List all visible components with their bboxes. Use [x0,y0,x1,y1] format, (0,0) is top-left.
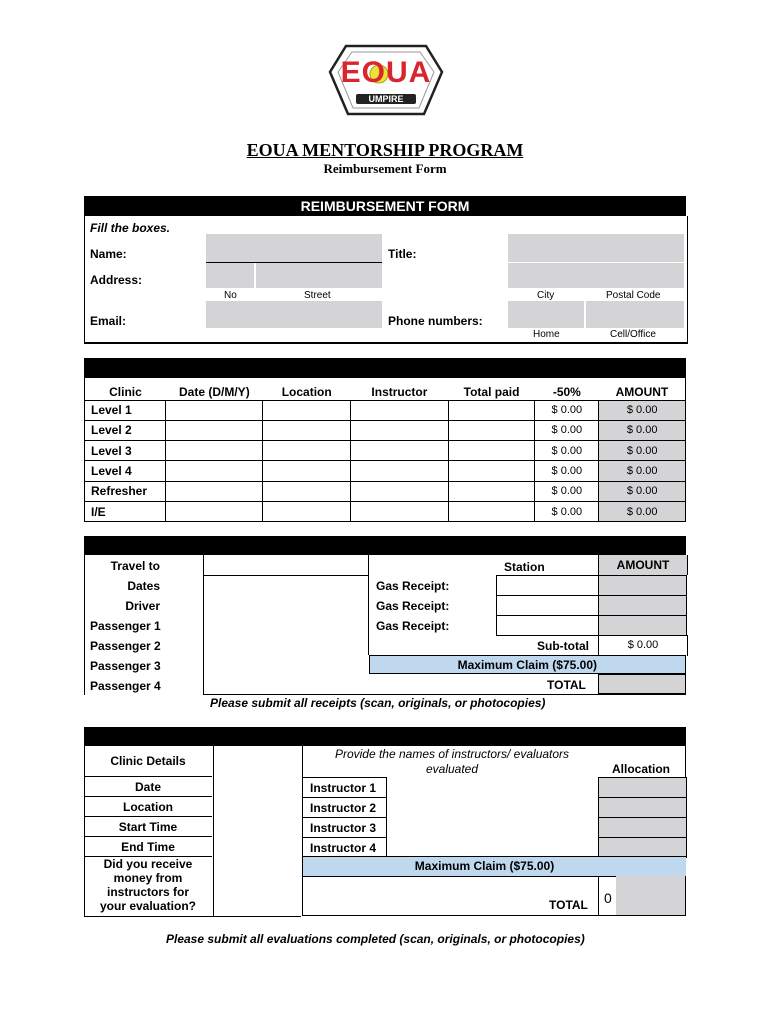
clinic-row [85,441,686,461]
travel-bottom-line [204,694,686,695]
eval-row-label: Clinic Details [110,754,186,768]
address-no-field[interactable] [206,263,255,288]
clinic-row [85,400,686,420]
address-street-field[interactable] [256,263,382,288]
eval-row-label: End Time [84,836,212,856]
eval-total-label: TOTAL [549,898,588,912]
subtotal-cell [598,635,688,656]
travel-total-label: TOTAL [547,678,586,692]
address-no-sublabel: No [224,290,237,301]
clinic-instructor-cell[interactable] [351,441,449,461]
clinic-location-cell[interactable] [263,441,351,461]
email-field[interactable] [206,301,382,328]
gas-receipt-label: Gas Receipt: [376,579,450,593]
eoua-umpire-logo [326,42,446,120]
clinic-total-paid-cell[interactable] [448,400,535,420]
clinic-half-cell: $ 0.00 [535,420,599,440]
clinic-total-paid-cell[interactable] [448,441,535,461]
form-title-bar [84,196,686,216]
gas-receipt-amount-field[interactable] [598,575,687,596]
address-label: Address: [90,273,143,287]
clinic-date-cell[interactable] [166,400,263,420]
instructor-header: Instructor [371,384,428,399]
instructor-row [303,797,686,817]
email-label: Email: [90,314,127,328]
clinic-row [85,461,686,481]
eval-section-bar [84,727,686,746]
travel-row-label: Dates [127,579,160,593]
amount-header: AMOUNT [615,384,669,399]
clinic-total-paid-cell[interactable] [448,481,535,501]
instructor-allocation-field[interactable] [598,817,687,838]
instructor-allocation-field[interactable] [598,777,687,798]
gas-receipt-row [369,595,686,615]
fill-instruction: Fill the boxes. [90,221,171,235]
eval-row-label: Date [84,776,212,796]
clinic-header-row [85,378,686,400]
clinic-instructor-cell[interactable] [351,461,449,481]
gas-receipt-label: Gas Receipt: [376,619,450,633]
provide-names-text: Provide the names of instructors/ evaluators evaluated [334,747,570,776]
evaluations-note: Please submit all evaluations completed (scan, originals, or photocopies) [166,932,585,946]
travel-amount-header-cell [598,555,688,575]
eval-row-label: Location [84,796,212,816]
travel-row-label: Passenger 3 [90,659,161,673]
clinic-row [85,481,686,501]
clinic-instructor-cell[interactable] [351,420,449,440]
eval-total-value: 0 [604,890,612,906]
travel-row-label: Passenger 4 [90,679,161,693]
clinic-amount-cell: $ 0.00 [599,441,686,461]
instructor-allocation-field[interactable] [598,797,687,818]
gas-receipt-station-field[interactable] [496,575,599,596]
travel-row-label: Driver [125,599,160,613]
travel-left-labels [84,556,204,696]
clinic-amount-cell: $ 0.00 [599,420,686,440]
allocation-label: Allocation [612,762,671,776]
gas-receipt-amount-field[interactable] [598,595,687,616]
clinic-date-cell[interactable] [166,481,263,501]
clinic-instructor-cell[interactable] [351,481,449,501]
phone-home-sublabel: Home [533,329,560,340]
title-field[interactable] [508,234,684,262]
clinic-level-label: Level 4 [85,461,166,481]
receipts-note: Please submit all receipts (scan, originals, or photocopies) [210,696,546,710]
clinic-amount-cell: $ 0.00 [599,400,686,420]
clinic-table [84,378,686,522]
gas-receipt-label: Gas Receipt: [376,599,450,613]
clinic-half-cell: $ 0.00 [535,501,599,521]
clinic-date-cell[interactable] [166,441,263,461]
location-header: Location [281,384,332,399]
logo-text-bottom: UMPIRE [356,94,416,104]
travel-amount-label: AMOUNT [616,558,670,572]
clinic-location-cell[interactable] [263,461,351,481]
clinic-half-cell: $ 0.00 [535,400,599,420]
instructor-label: Instructor 2 [303,797,387,818]
travel-max-claim-text: Maximum Claim ($75.00) [457,658,597,672]
eval-row-label: Start Time [84,816,212,836]
clinic-header: Clinic [109,384,142,399]
travel-section-bar [84,536,686,555]
clinic-row [85,501,686,521]
clinic-amount-cell: $ 0.00 [599,461,686,481]
clinic-row [85,420,686,440]
instructor-rows [303,777,686,857]
subtotal-label: Sub-total [537,639,589,653]
gas-receipt-rows [369,575,686,635]
clinic-half-cell: $ 0.00 [535,461,599,481]
instructor-row [303,837,686,857]
clinic-level-label: Refresher [85,481,166,501]
clinic-location-cell[interactable] [263,400,351,420]
eval-mid-field[interactable] [213,746,301,917]
clinic-location-cell[interactable] [263,420,351,440]
gas-receipt-row [369,575,686,595]
date-header: Date (D/M/Y) [179,384,250,399]
clinic-half-cell: $ 0.00 [535,481,599,501]
eval-max-claim [303,856,686,877]
name-field[interactable] [206,234,382,263]
page-title: EOUA MENTORSHIP PROGRAM [246,140,524,160]
clinic-level-label: Level 3 [85,441,166,461]
instructor-label: Instructor 4 [303,837,387,858]
total-paid-header: Total paid [463,384,520,399]
instructor-name-field[interactable] [387,797,598,816]
instructor-row [303,777,686,797]
clinic-amount-cell: $ 0.00 [599,481,686,501]
station-label: Station [504,560,545,574]
clinic-total-paid-cell[interactable] [448,461,535,481]
subtotal-value: $ 0.00 [627,639,659,651]
eval-max-claim-text: Maximum Claim ($75.00) [414,859,555,873]
clinic-instructor-cell[interactable] [351,400,449,420]
clinic-location-cell[interactable] [263,481,351,501]
half-header: -50% [552,384,581,399]
travel-row-label: Passenger 1 [90,619,161,633]
clinic-level-label: Level 2 [85,420,166,440]
gas-receipt-amount-field[interactable] [598,615,687,636]
title-label: Title: [388,247,417,261]
instructor-row [303,817,686,837]
name-label: Name: [90,247,127,261]
instructor-name-field[interactable] [387,777,598,796]
instructor-allocation-field[interactable] [598,837,687,858]
eval-row-label: Did you receive money from instructors for your evaluation? [84,856,212,916]
logo-text-top: EOUA [340,56,432,89]
clinic-date-cell[interactable] [166,420,263,440]
gas-receipt-row [369,615,686,635]
travel-row-label: Travel to [110,559,160,573]
clinic-date-cell[interactable] [166,461,263,481]
address-city-field[interactable] [508,263,684,288]
clinic-total-paid-cell[interactable] [448,501,535,521]
clinic-amount-cell: $ 0.00 [599,501,686,521]
form-title-text: REIMBURSEMENT FORM [300,198,470,214]
travel-max-claim [369,655,686,674]
eval-total-divider [598,876,599,916]
address-street-sublabel: Street [304,290,331,301]
instructor-name-field[interactable] [387,837,598,856]
phone-home-field[interactable] [508,301,585,328]
eval-total-gray [616,876,685,915]
gas-receipt-station-field[interactable] [496,615,599,636]
travel-vline-1 [203,555,204,695]
travel-row-label: Passenger 2 [90,639,161,653]
instructor-label: Instructor 3 [303,817,387,838]
travel-top-field[interactable] [204,555,368,576]
clinic-level-label: Level 1 [85,400,166,420]
clinic-level-label: I/E [85,501,166,521]
instructor-name-field[interactable] [387,817,598,836]
phone-label: Phone numbers: [388,314,483,328]
gas-receipt-station-field[interactable] [496,595,599,616]
travel-total-cell [598,674,686,694]
page-subtitle: Reimbursement Form [323,161,447,176]
clinic-section-bar [84,358,686,378]
clinic-half-cell: $ 0.00 [535,441,599,461]
clinic-location-cell[interactable] [263,501,351,521]
clinic-total-paid-cell[interactable] [448,420,535,440]
address-postal-sublabel: Postal Code [606,290,661,301]
clinic-date-cell[interactable] [166,501,263,521]
eval-left-labels [84,746,212,916]
clinic-instructor-cell[interactable] [351,501,449,521]
phone-cell-field[interactable] [586,301,684,328]
instructor-label: Instructor 1 [303,777,387,798]
phone-cell-sublabel: Cell/Office [610,329,656,340]
address-city-sublabel: City [537,290,555,301]
